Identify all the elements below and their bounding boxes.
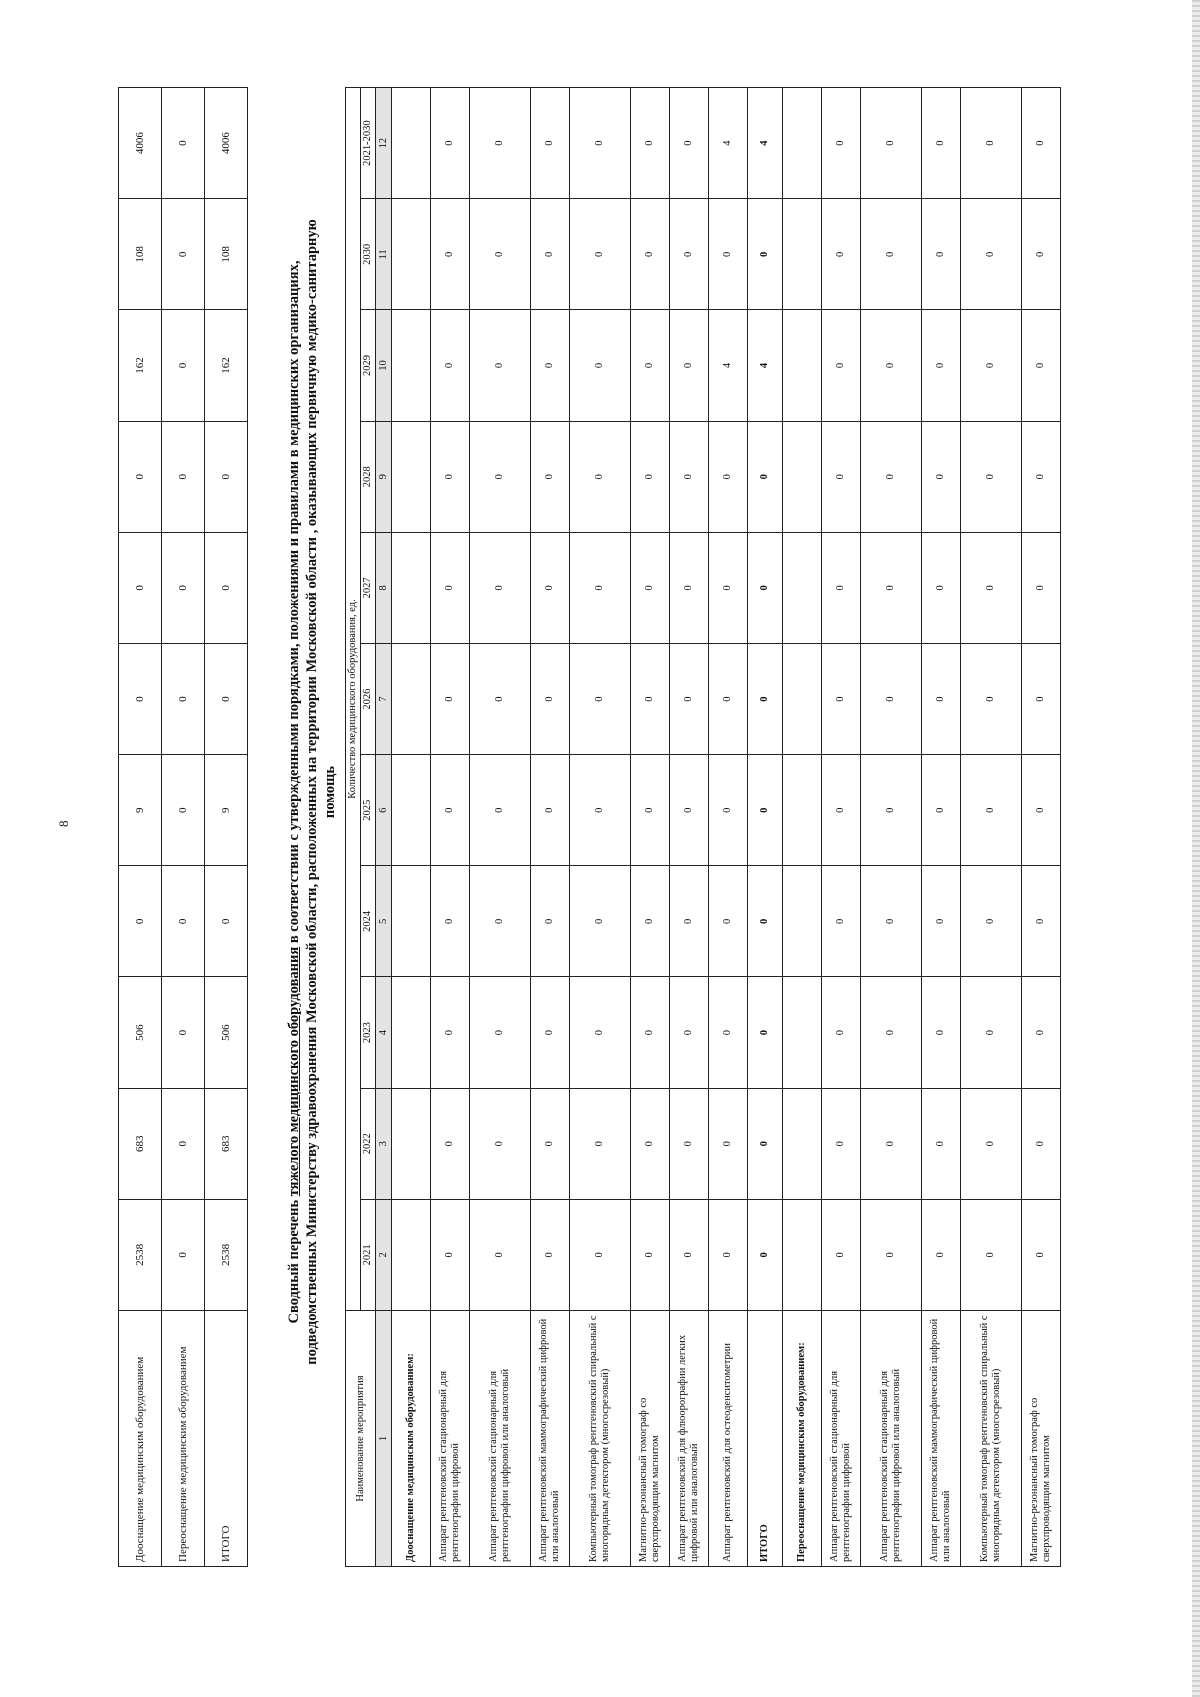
equipment-name: Аппарат рентгеновский стационарный для рентгенографии цифровой или аналоговый: [470, 1311, 531, 1567]
value-cell: 0: [531, 755, 570, 866]
column-number: 6: [376, 755, 392, 866]
value-cell: 0: [922, 643, 961, 754]
value-cell: 0: [570, 532, 631, 643]
value-cell: 0: [631, 199, 670, 310]
value-cell: 0: [709, 532, 748, 643]
value-cell: 0: [570, 310, 631, 421]
value-cell: 0: [531, 1088, 570, 1199]
value-cell: 0: [822, 1088, 861, 1199]
empty-cell: [783, 199, 822, 310]
empty-cell: [392, 199, 431, 310]
value-cell: 0: [861, 1199, 922, 1310]
value-cell: 0: [709, 977, 748, 1088]
value-cell: 0: [631, 421, 670, 532]
empty-cell: [392, 1199, 431, 1310]
value-cell: 0: [531, 1199, 570, 1310]
value-cell: 0: [205, 643, 248, 754]
value-cell: 0: [709, 421, 748, 532]
row-label: ИТОГО: [205, 1311, 248, 1567]
empty-cell: [783, 421, 822, 532]
value-cell: 0: [670, 977, 709, 1088]
value-cell: 0: [570, 421, 631, 532]
value-cell: 0: [822, 977, 861, 1088]
year-header: 2026: [361, 643, 376, 754]
value-cell: 0: [861, 199, 922, 310]
value-cell: 4006: [205, 88, 248, 199]
value-cell: 0: [1022, 421, 1061, 532]
value-cell: 0: [162, 643, 205, 754]
empty-cell: [392, 421, 431, 532]
value-cell: 0: [119, 421, 162, 532]
column-number: 7: [376, 643, 392, 754]
value-cell: 0: [631, 643, 670, 754]
value-cell: 0: [670, 88, 709, 199]
empty-cell: [392, 88, 431, 199]
value-cell: 108: [119, 199, 162, 310]
value-cell: 9: [119, 755, 162, 866]
value-cell: 0: [570, 1199, 631, 1310]
value-cell: 0: [162, 1088, 205, 1199]
value-cell: 0: [162, 755, 205, 866]
value-cell: 0: [162, 310, 205, 421]
value-cell: 0: [670, 1088, 709, 1199]
value-cell: 0: [922, 310, 961, 421]
year-header: 2024: [361, 866, 376, 977]
value-cell: 0: [822, 421, 861, 532]
total-value: 0: [748, 199, 783, 310]
value-cell: 0: [631, 1088, 670, 1199]
value-cell: 683: [205, 1088, 248, 1199]
total-value: 0: [748, 421, 783, 532]
empty-cell: [783, 643, 822, 754]
value-cell: 0: [162, 88, 205, 199]
value-cell: 0: [431, 977, 470, 1088]
year-header: 2021-2030: [361, 88, 376, 199]
value-cell: 0: [531, 977, 570, 1088]
equipment-row: [631, 88, 670, 1567]
value-cell: 0: [1022, 88, 1061, 199]
equipment-row: [922, 88, 961, 1567]
equipment-row: [470, 88, 531, 1567]
empty-cell: [392, 866, 431, 977]
section-heading: Дооснащение медицинским оборудованием:: [392, 1311, 431, 1567]
summary-row: [119, 88, 162, 1567]
empty-cell: [783, 532, 822, 643]
year-header: 2029: [361, 310, 376, 421]
total-value: 0: [748, 977, 783, 1088]
value-cell: 0: [431, 643, 470, 754]
value-cell: 0: [470, 1088, 531, 1199]
empty-cell: [392, 1088, 431, 1199]
title-underlined: тяжелого медицинского оборудования: [286, 946, 302, 1197]
value-cell: 0: [1022, 310, 1061, 421]
header-name: Наименование мероприятия: [346, 1311, 376, 1567]
year-header: 2021: [361, 1199, 376, 1310]
total-value: 4: [748, 88, 783, 199]
column-number: 5: [376, 866, 392, 977]
value-cell: 0: [709, 1199, 748, 1310]
value-cell: 0: [1022, 1088, 1061, 1199]
value-cell: 0: [922, 199, 961, 310]
value-cell: 0: [470, 532, 531, 643]
row-label: Переоснащение медицинским оборудованием: [162, 1311, 205, 1567]
document-title: [285, 217, 339, 1367]
column-number: 8: [376, 532, 392, 643]
column-number: 9: [376, 421, 392, 532]
value-cell: 0: [1022, 532, 1061, 643]
equipment-name: Аппарат рентгеновский стационарный для рентгенографии цифровой или аналоговый: [861, 1311, 922, 1567]
value-cell: 0: [709, 866, 748, 977]
value-cell: 0: [822, 643, 861, 754]
empty-cell: [392, 755, 431, 866]
value-cell: 0: [961, 199, 1022, 310]
row-label: Дооснащение медицинским оборудованием: [119, 1311, 162, 1567]
value-cell: 0: [531, 866, 570, 977]
empty-cell: [392, 643, 431, 754]
column-number: 1: [376, 1311, 392, 1567]
value-cell: 0: [162, 1199, 205, 1310]
section-heading: Переоснащение медицинским оборудованием:: [783, 1311, 822, 1567]
value-cell: 0: [431, 310, 470, 421]
total-value: 4: [748, 310, 783, 421]
value-cell: 0: [531, 310, 570, 421]
equipment-row: [822, 88, 861, 1567]
value-cell: 162: [205, 310, 248, 421]
value-cell: 0: [531, 532, 570, 643]
value-cell: 0: [470, 643, 531, 754]
value-cell: 0: [570, 866, 631, 977]
value-cell: 0: [631, 755, 670, 866]
value-cell: 0: [670, 199, 709, 310]
value-cell: 0: [922, 866, 961, 977]
value-cell: 0: [470, 977, 531, 1088]
summary-table-body: [119, 88, 248, 1567]
value-cell: 0: [1022, 977, 1061, 1088]
value-cell: 0: [670, 421, 709, 532]
value-cell: 0: [631, 310, 670, 421]
value-cell: 0: [431, 199, 470, 310]
value-cell: 683: [119, 1088, 162, 1199]
value-cell: 0: [1022, 199, 1061, 310]
equipment-row: [531, 88, 570, 1567]
title-prefix: Сводный перечень: [286, 1196, 302, 1324]
total-row: [748, 88, 783, 1567]
value-cell: 0: [431, 421, 470, 532]
value-cell: 0: [709, 199, 748, 310]
value-cell: 0: [861, 310, 922, 421]
equipment-table-head: [346, 88, 392, 1567]
value-cell: 0: [205, 866, 248, 977]
year-header: 2025: [361, 755, 376, 866]
value-cell: 0: [922, 88, 961, 199]
value-cell: 0: [431, 1199, 470, 1310]
equipment-name: Аппарат рентгеновский стационарный для рентгенографии цифровой: [431, 1311, 470, 1567]
value-cell: 0: [961, 643, 1022, 754]
value-cell: 0: [1022, 866, 1061, 977]
value-cell: 0: [822, 866, 861, 977]
value-cell: 2538: [119, 1199, 162, 1310]
value-cell: 0: [570, 643, 631, 754]
value-cell: 0: [822, 88, 861, 199]
value-cell: 0: [431, 88, 470, 199]
total-label: ИТОГО: [748, 1311, 783, 1567]
value-cell: 0: [670, 532, 709, 643]
value-cell: 0: [119, 866, 162, 977]
value-cell: 0: [631, 532, 670, 643]
value-cell: 0: [861, 755, 922, 866]
value-cell: 0: [119, 532, 162, 643]
value-cell: 0: [961, 866, 1022, 977]
value-cell: 0: [961, 1088, 1022, 1199]
value-cell: 0: [470, 421, 531, 532]
value-cell: 0: [861, 643, 922, 754]
value-cell: 0: [631, 977, 670, 1088]
value-cell: 0: [961, 532, 1022, 643]
value-cell: 506: [205, 977, 248, 1088]
value-cell: 0: [531, 421, 570, 532]
value-cell: 0: [470, 755, 531, 866]
total-value: 0: [748, 755, 783, 866]
value-cell: 0: [709, 643, 748, 754]
empty-cell: [392, 532, 431, 643]
value-cell: 0: [1022, 755, 1061, 866]
value-cell: 506: [119, 977, 162, 1088]
value-cell: 0: [119, 643, 162, 754]
year-header: 2022: [361, 1088, 376, 1199]
year-header: 2030: [361, 199, 376, 310]
page-number: 8: [56, 820, 71, 827]
title-rest: в соответствии с утвержденными порядками, положениями и правилами в медицинских организациях, подведомственных Министерству здравоохранения Московской области, расположенных на территории Московской области , оказывающих первичную медико-санитарную помощь: [286, 219, 339, 1365]
total-value: 0: [748, 866, 783, 977]
value-cell: 0: [822, 1199, 861, 1310]
value-cell: 0: [922, 421, 961, 532]
equipment-table-body: [392, 88, 1061, 1567]
empty-cell: [783, 755, 822, 866]
column-number: 12: [376, 88, 392, 199]
value-cell: 0: [922, 755, 961, 866]
equipment-name: Аппарат рентгеновский стационарный для рентгенографии цифровой: [822, 1311, 861, 1567]
value-cell: 0: [431, 755, 470, 866]
equipment-name: Компьютерный томограф рентгеновский спиральный с многорядным детектором (многосрезовый): [961, 1311, 1022, 1567]
equipment-row: [670, 88, 709, 1567]
section-heading-row: [783, 88, 822, 1567]
value-cell: 0: [570, 199, 631, 310]
value-cell: 0: [922, 977, 961, 1088]
value-cell: 0: [822, 755, 861, 866]
value-cell: 0: [861, 977, 922, 1088]
value-cell: 0: [470, 199, 531, 310]
value-cell: 0: [162, 977, 205, 1088]
value-cell: 0: [670, 755, 709, 866]
summary-table: [118, 87, 248, 1567]
value-cell: 0: [861, 88, 922, 199]
empty-cell: [783, 977, 822, 1088]
value-cell: 0: [470, 1199, 531, 1310]
value-cell: 0: [570, 88, 631, 199]
value-cell: 0: [162, 421, 205, 532]
value-cell: 0: [709, 755, 748, 866]
empty-cell: [783, 1199, 822, 1310]
empty-cell: [783, 88, 822, 199]
equipment-row: [1022, 88, 1061, 1567]
value-cell: 0: [531, 88, 570, 199]
value-cell: 4: [709, 310, 748, 421]
equipment-name: Аппарат рентгеновский маммографический цифровой или аналоговый: [922, 1311, 961, 1567]
equipment-name: Магнитно-резонансный томограф со сверхпроводящим магнитом: [1022, 1311, 1061, 1567]
value-cell: 0: [205, 421, 248, 532]
value-cell: 0: [205, 532, 248, 643]
equipment-name: Компьютерный томограф рентгеновский спиральный с многорядным детектором (многосрезовый): [570, 1311, 631, 1567]
value-cell: 0: [570, 755, 631, 866]
total-value: 0: [748, 532, 783, 643]
equipment-row: [431, 88, 470, 1567]
value-cell: 0: [631, 1199, 670, 1310]
value-cell: 0: [822, 310, 861, 421]
header-quantity: Количество медицинского оборудования, ед.: [346, 88, 361, 1311]
value-cell: 0: [709, 1088, 748, 1199]
year-header: 2028: [361, 421, 376, 532]
value-cell: 0: [961, 310, 1022, 421]
value-cell: 0: [570, 1088, 631, 1199]
value-cell: 4006: [119, 88, 162, 199]
empty-cell: [392, 977, 431, 1088]
column-number: 10: [376, 310, 392, 421]
value-cell: 0: [861, 532, 922, 643]
value-cell: 0: [861, 1088, 922, 1199]
empty-cell: [783, 1088, 822, 1199]
column-number: 11: [376, 199, 392, 310]
column-number: 2: [376, 1199, 392, 1310]
value-cell: 0: [670, 643, 709, 754]
value-cell: 0: [922, 1088, 961, 1199]
total-value: 0: [748, 1199, 783, 1310]
value-cell: 2538: [205, 1199, 248, 1310]
value-cell: 0: [922, 532, 961, 643]
value-cell: 0: [961, 755, 1022, 866]
value-cell: 0: [861, 866, 922, 977]
value-cell: 0: [162, 866, 205, 977]
value-cell: 4: [709, 88, 748, 199]
equipment-row: [861, 88, 922, 1567]
value-cell: 0: [531, 199, 570, 310]
equipment-table: [345, 87, 1061, 1567]
total-value: 0: [748, 1088, 783, 1199]
value-cell: 0: [961, 421, 1022, 532]
value-cell: 0: [670, 866, 709, 977]
column-number: 3: [376, 1088, 392, 1199]
empty-cell: [783, 866, 822, 977]
summary-row: [162, 88, 205, 1567]
equipment-row: [570, 88, 631, 1567]
value-cell: 9: [205, 755, 248, 866]
value-cell: 108: [205, 199, 248, 310]
value-cell: 0: [470, 88, 531, 199]
value-cell: 0: [961, 977, 1022, 1088]
value-cell: 0: [1022, 1199, 1061, 1310]
value-cell: 0: [631, 88, 670, 199]
equipment-name: Магнитно-резонансный томограф со сверхпроводящим магнитом: [631, 1311, 670, 1567]
value-cell: 0: [162, 532, 205, 643]
value-cell: 0: [431, 532, 470, 643]
value-cell: 0: [822, 532, 861, 643]
value-cell: 0: [570, 977, 631, 1088]
summary-row: [205, 88, 248, 1567]
equipment-name: Аппарат рентгеновский маммографический цифровой или аналоговый: [531, 1311, 570, 1567]
equipment-row: [709, 88, 748, 1567]
value-cell: 0: [470, 310, 531, 421]
value-cell: 0: [922, 1199, 961, 1310]
value-cell: 0: [822, 199, 861, 310]
column-number: 4: [376, 977, 392, 1088]
value-cell: 162: [119, 310, 162, 421]
value-cell: 0: [961, 88, 1022, 199]
value-cell: 0: [670, 1199, 709, 1310]
value-cell: 0: [470, 866, 531, 977]
year-header: 2027: [361, 532, 376, 643]
equipment-row: [961, 88, 1022, 1567]
equipment-name: Аппарат рентгеновский для остеоденситометрии: [709, 1311, 748, 1567]
section-heading-row: [392, 88, 431, 1567]
empty-cell: [392, 310, 431, 421]
equipment-name: Аппарат рентгеновский для флюорографии легких цифровой или аналоговый: [670, 1311, 709, 1567]
value-cell: 0: [670, 310, 709, 421]
value-cell: 0: [431, 866, 470, 977]
value-cell: 0: [961, 1199, 1022, 1310]
year-header: 2023: [361, 977, 376, 1088]
value-cell: 0: [1022, 643, 1061, 754]
value-cell: 0: [631, 866, 670, 977]
total-value: 0: [748, 643, 783, 754]
value-cell: 0: [531, 643, 570, 754]
empty-cell: [783, 310, 822, 421]
value-cell: 0: [861, 421, 922, 532]
column-number-row: [376, 88, 392, 1567]
value-cell: 0: [431, 1088, 470, 1199]
value-cell: 0: [162, 199, 205, 310]
